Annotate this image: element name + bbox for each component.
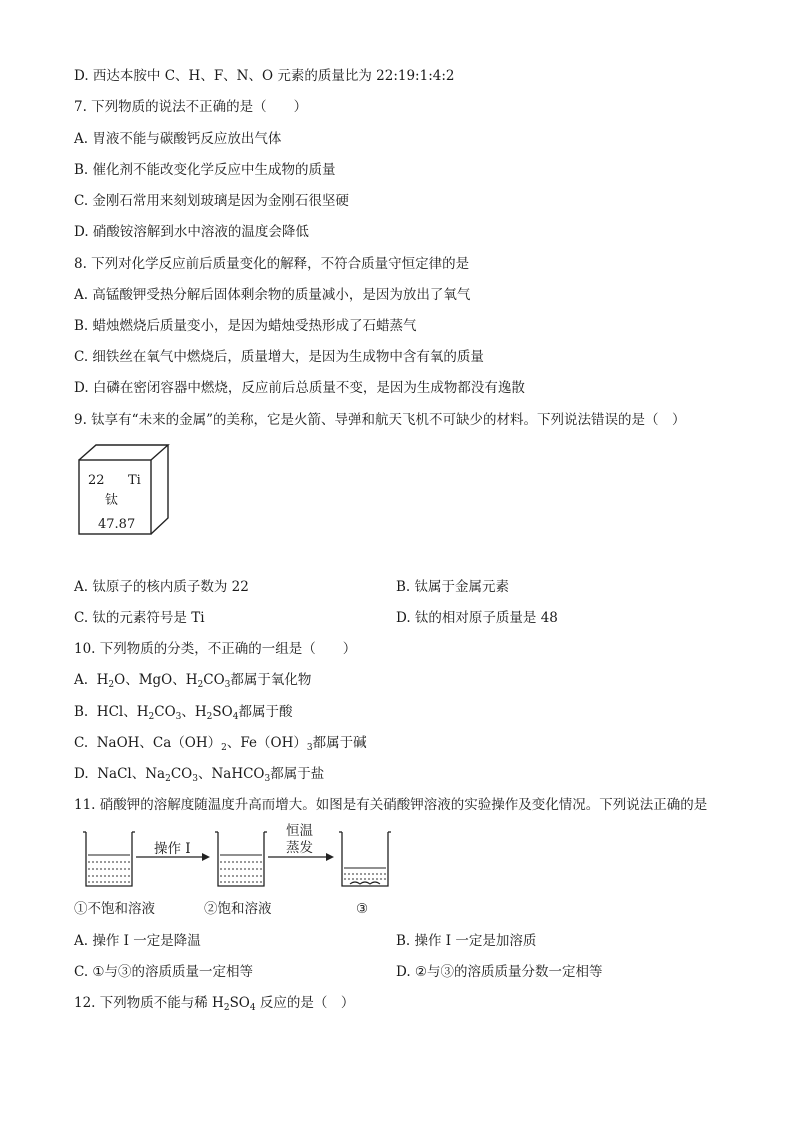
q10-option-c: C. NaOH、$Ca(OH)_2$、$Fe(OH)_3$都属于碱	[74, 735, 367, 753]
q12-stem-tail: 反应的是（ ）	[259, 995, 355, 1011]
q8-option-d: D. 白磷在密闭容器中燃烧，反应前后总质量不变，是因为生成物都没有逸散	[74, 380, 525, 396]
q9-option-b: B. 钛属于金属元素	[396, 579, 510, 595]
q9-stem: 9. 钛享有“未来的金属”的美称，它是火箭、导弹和航天飞机不可缺少的材料。下列说法错误的是（ ）	[74, 412, 686, 428]
q7-option-d: D. 硝酸铵溶解到水中溶液的温度会降低	[74, 224, 309, 240]
beaker-1-label: ①不饱和溶液	[74, 901, 155, 917]
q10-option-d: D. NaCl、$Na_2CO_3$、NaHCO$_3$都属于盐	[74, 766, 325, 784]
q10-option-a: A. $H_2O$、MgO、$H_2CO_3$都属于氧化物	[74, 672, 312, 690]
element-symbol: Ti	[128, 473, 141, 488]
q8-option-a: A. 高锰酸钾受热分解后固体剩余物的质量减小，是因为放出了氧气	[74, 287, 471, 303]
beaker-diagram	[74, 822, 414, 892]
q7-option-c: C. 金刚石常用来刻划玻璃是因为金刚石很坚硬	[74, 193, 349, 209]
operation-2-label-line2: 蒸发	[286, 840, 313, 856]
q11-option-d: D. ②与③的溶质质量分数一定相等	[396, 964, 603, 980]
operation-2-label-line1: 恒温	[286, 823, 313, 839]
q10-option-c-tail: 都属于碱	[312, 735, 367, 751]
q9-option-d: D. 钛的相对原子质量是 48	[396, 610, 558, 626]
q12-stem: 12. 下列物质不能与稀 $H_2SO_4$ 反应的是（ ）	[74, 995, 355, 1013]
q10-option-d-tail: 都属于盐	[270, 766, 325, 782]
q8-stem: 8. 下列对化学反应前后质量变化的解释，不符合质量守恒定律的是	[74, 256, 470, 272]
q12-stem-head: 12. 下列物质不能与稀 H	[74, 995, 224, 1011]
beaker-experiment-figure	[74, 822, 414, 922]
q10-option-b-tail: 都属于酸	[238, 704, 293, 720]
q7-option-b: B. 催化剂不能改变化学反应中生成物的质量	[74, 162, 336, 178]
element-atomic-mass: 47.87	[98, 517, 136, 532]
q8-option-c: C. 细铁丝在氧气中燃烧后，质量增大，是因为生成物中含有氧的质量	[74, 349, 484, 365]
q7-stem: 7. 下列物质的说法不正确的是（ ）	[74, 99, 308, 115]
q9-option-c: C. 钛的元素符号是 Ti	[74, 610, 205, 626]
beaker-3-label: ③	[356, 901, 369, 917]
q11-stem: 11. 硝酸钾的溶解度随温度升高而增大。如图是有关硝酸钾溶液的实验操作及变化情况。下列说法正确的是	[74, 797, 708, 813]
element-name: 钛	[105, 493, 119, 508]
q10-stem: 10. 下列物质的分类，不正确的一组是（ ）	[74, 641, 357, 657]
q11-option-c: C. ①与③的溶质质量一定相等	[74, 964, 254, 980]
beaker-3	[339, 832, 391, 886]
q6-option-d: D. 西达本胺中 C、H、F、N、O 元素的质量比为 22:19:1:4:2	[74, 68, 455, 84]
element-card-titanium	[78, 444, 170, 536]
q8-option-b: B. 蜡烛燃烧后质量变小，是因为蜡烛受热形成了石蜡蒸气	[74, 318, 417, 334]
q11-option-b: B. 操作 I 一定是加溶质	[396, 933, 537, 949]
q11-option-a: A. 操作 I 一定是降温	[74, 933, 201, 949]
q7-option-a: A. 胃液不能与碳酸钙反应放出气体	[74, 131, 282, 147]
q10-option-b: B. HCl、$H_2CO_3$、$H_2SO_4$都属于酸	[74, 704, 293, 722]
beaker-2	[215, 832, 267, 886]
q10-option-a-tail: 都属于氧化物	[230, 672, 312, 688]
beaker-1	[83, 832, 135, 886]
q9-option-a: A. 钛原子的核内质子数为 22	[74, 579, 249, 595]
beaker-2-label: ②饱和溶液	[204, 901, 272, 917]
element-atomic-number: 22	[88, 473, 105, 488]
operation-1-label: 操作 I	[154, 841, 191, 857]
